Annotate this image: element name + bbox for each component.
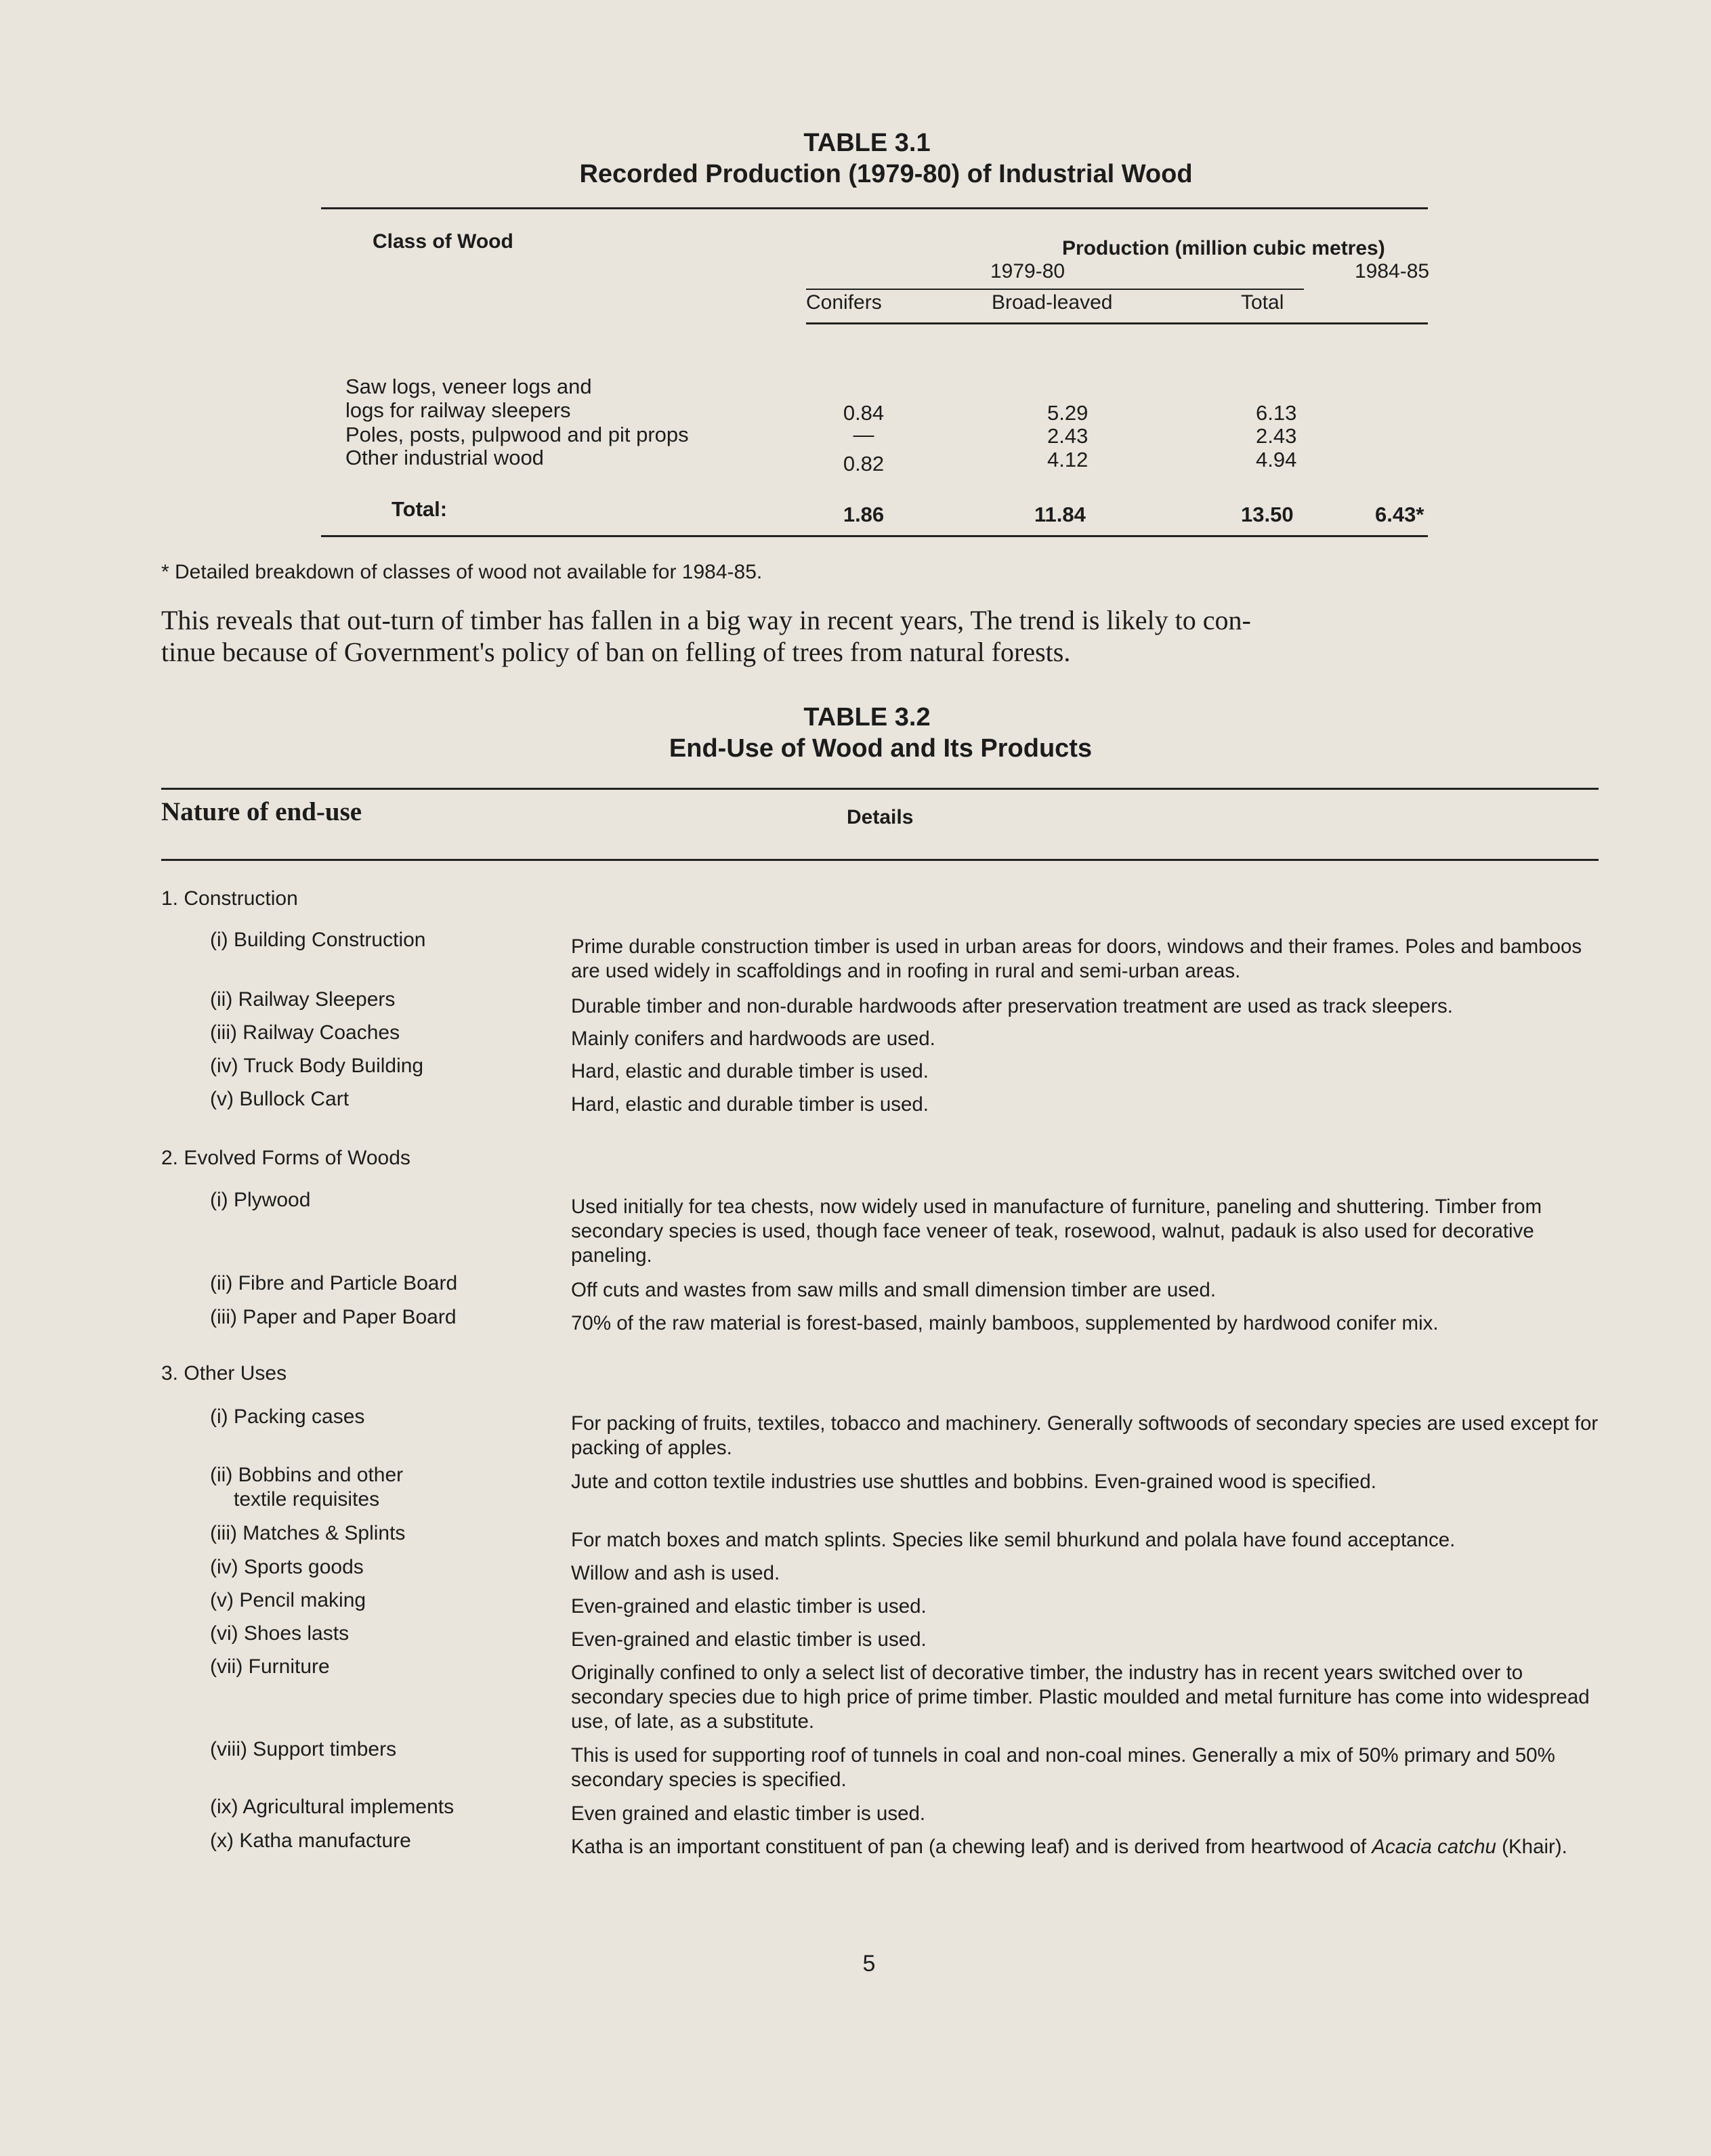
- table1-cell-broadleaved: 5.29: [1047, 401, 1089, 425]
- table1-cell-broadleaved: 2.43: [1047, 424, 1089, 448]
- end-use-label: (i) Packing cases: [210, 1405, 365, 1428]
- end-use-detail: Used initially for tea chests, now widely used in manufacture of furniture, paneling and shuttering. Timber from secondary species is used, though face veneer of teak, rosewood, walnut, padauk is also used for decorative paneling.: [571, 1196, 1542, 1267]
- end-use-detail: Originally confined to only a select list of decorative timber, the industry has in recent years switched over to secondary species due to high price of prime timber. Plastic moulded and metal furniture has come into widespread use, of late, as a substitute.: [571, 1662, 1590, 1733]
- end-use-label: (iv) Sports goods: [210, 1556, 364, 1578]
- table2-col-nature: Nature of end-use: [161, 797, 362, 826]
- table1-label: TABLE 3.1: [803, 129, 931, 157]
- end-use-label: (ii) Bobbins and other: [210, 1464, 404, 1486]
- end-use-label: (iii) Paper and Paper Board: [210, 1306, 457, 1328]
- end-use-detail: Prime durable construction timber is used in urban areas for doors, windows and their frames. Poles and bamboos are used widely in scaffoldings and in roofing in rural and semi-urban areas.: [571, 935, 1582, 982]
- table1-col-production: Production (million cubic metres): [1062, 237, 1385, 259]
- table1-cell-broadleaved: 4.12: [1047, 448, 1089, 471]
- end-use-label: (iv) Truck Body Building: [210, 1055, 424, 1077]
- table1-cell-total: 4.94: [1256, 448, 1297, 471]
- table1-total-total: 13.50: [1241, 503, 1294, 526]
- paragraph-line: This reveals that out-turn of timber has fallen in a big way in recent years, The trend is likely to con-: [161, 605, 1251, 635]
- end-use-label: (iii) Railway Coaches: [210, 1021, 400, 1044]
- end-use-detail: Hard, elastic and durable timber is used.: [571, 1060, 929, 1082]
- table1-year-1984: 1984-85: [1355, 260, 1430, 282]
- table1-sub-broadleaved: Broad-leaved: [992, 291, 1113, 314]
- end-use-detail: Hard, elastic and durable timber is used.: [571, 1093, 929, 1116]
- end-use-detail: For match boxes and match splints. Species like semil bhurkund and polala have found acceptance.: [571, 1529, 1456, 1551]
- end-use-detail: Jute and cotton textile industries use shuttles and bobbins. Even-grained wood is specified.: [571, 1471, 1376, 1493]
- table2-label: TABLE 3.2: [803, 703, 931, 732]
- table1-year-1979: 1979-80: [990, 260, 1065, 282]
- table1-cell-total: 2.43: [1256, 424, 1297, 448]
- end-use-label: (viii) Support timbers: [210, 1738, 397, 1760]
- table1-title: Recorded Production (1979-80) of Industrial Wood: [579, 160, 1193, 188]
- paragraph-line: tinue because of Government's policy of ban on felling of trees from natural forests.: [161, 637, 1071, 667]
- section-heading: 1. Construction: [161, 887, 298, 910]
- end-use-detail: [571, 1835, 1601, 1859]
- table1-total-label: Total:: [392, 497, 448, 521]
- table1-row-label: Poles, posts, pulpwood and pit props: [345, 423, 689, 446]
- end-use-label: (ii) Fibre and Particle Board: [210, 1272, 458, 1294]
- table2-title: End-Use of Wood and Its Products: [669, 734, 1093, 763]
- end-use-detail: Mainly conifers and hardwoods are used.: [571, 1028, 935, 1050]
- table1-sub-conifers: Conifers: [806, 291, 882, 314]
- section-heading: 3. Other Uses: [161, 1362, 287, 1385]
- end-use-label: (x) Katha manufacture: [210, 1830, 411, 1852]
- table1-sub-total: Total: [1241, 291, 1284, 314]
- end-use-label: (ii) Railway Sleepers: [210, 988, 396, 1011]
- end-use-label: (i) Building Construction: [210, 929, 426, 951]
- detail-text: Katha is an important constituent of pan (a chewing leaf) and is derived from heartwood of: [571, 1836, 1372, 1858]
- end-use-detail: Willow and ash is used.: [571, 1562, 780, 1584]
- end-use-detail: Durable timber and non-durable hardwoods after preservation treatment are used as track sleepers.: [571, 995, 1453, 1017]
- table2-col-details: Details: [847, 806, 914, 828]
- page-number: 5: [862, 1951, 876, 1977]
- table1-cell-conifers: 0.84: [843, 401, 885, 425]
- detail-species-italic: Acacia catchu: [1372, 1836, 1496, 1858]
- end-use-detail: Off cuts and wastes from saw mills and small dimension timber are used.: [571, 1279, 1217, 1301]
- end-use-label: (i) Plywood: [210, 1189, 311, 1211]
- end-use-detail: Even grained and elastic timber is used.: [571, 1802, 926, 1825]
- section-heading: 2. Evolved Forms of Woods: [161, 1147, 410, 1169]
- table1-row-label: Saw logs, veneer logs and: [345, 375, 592, 398]
- end-use-label: (vi) Shoes lasts: [210, 1622, 350, 1645]
- end-use-detail: Even-grained and elastic timber is used.: [571, 1595, 927, 1618]
- table1-total-conifers: 1.86: [843, 503, 885, 526]
- table1-col-class: Class of Wood: [373, 230, 513, 253]
- end-use-detail: This is used for supporting roof of tunnels in coal and non-coal mines. Generally a mix of 50% primary and 50% secondary species is specified.: [571, 1744, 1555, 1791]
- table2-top-rule: [161, 788, 1599, 790]
- table1-footnote: * Detailed breakdown of classes of wood not available for 1984-85.: [161, 561, 763, 583]
- table1-cell-total: 6.13: [1256, 401, 1297, 425]
- table1-total-1984: 6.43*: [1375, 503, 1424, 526]
- end-use-label: (v) Pencil making: [210, 1589, 366, 1611]
- end-use-label: (iii) Matches & Splints: [210, 1522, 406, 1544]
- detail-text: (Khair).: [1496, 1836, 1567, 1858]
- table1-top-rule: [321, 207, 1428, 209]
- table1-production-rule: [806, 289, 1304, 290]
- table1-total-broadleaved: 11.84: [1034, 503, 1086, 526]
- end-use-detail: Even-grained and elastic timber is used.: [571, 1628, 927, 1651]
- table1-row-label: logs for railway sleepers: [345, 398, 571, 422]
- table1-cell-conifers: 0.82: [843, 452, 885, 475]
- end-use-label: (v) Bullock Cart: [210, 1088, 350, 1110]
- table1-bottom-rule: [321, 535, 1428, 537]
- table1-header-rule: [806, 322, 1428, 324]
- end-use-label: (vii) Furniture: [210, 1655, 330, 1678]
- table2-header-rule: [161, 859, 1599, 861]
- end-use-label: textile requisites: [234, 1488, 380, 1510]
- table1-cell-conifers: —: [853, 423, 874, 446]
- end-use-label: (ix) Agricultural implements: [210, 1796, 455, 1818]
- end-use-detail: For packing of fruits, textiles, tobacco and machinery. Generally softwoods of secondary species are used except for packing of apples.: [571, 1412, 1599, 1459]
- table1-row-label: Other industrial wood: [345, 446, 544, 469]
- end-use-detail: 70% of the raw material is forest-based, mainly bamboos, supplemented by hardwood conifer mix.: [571, 1312, 1439, 1334]
